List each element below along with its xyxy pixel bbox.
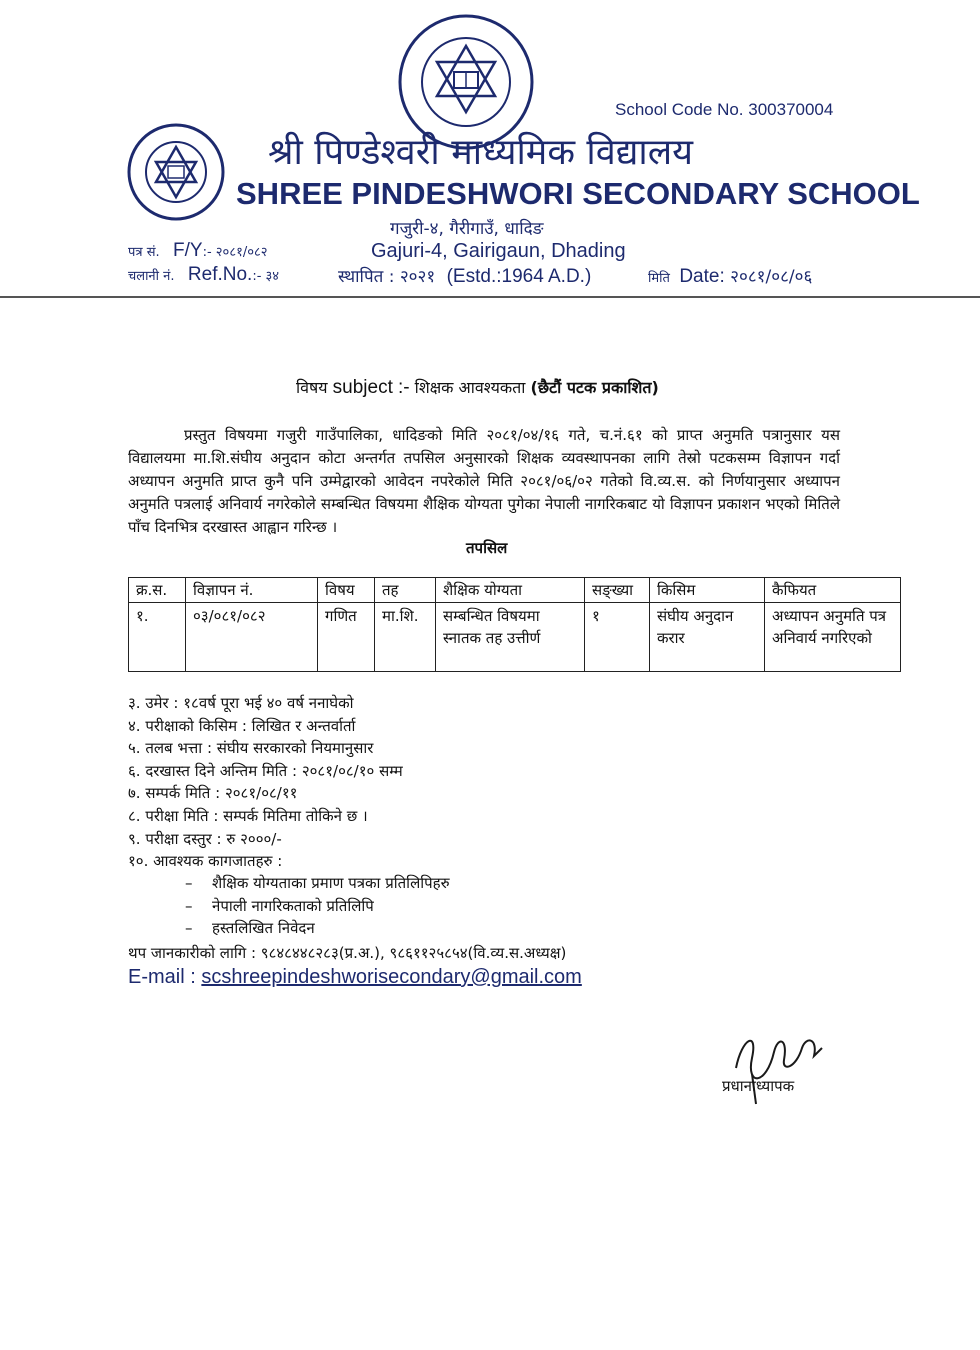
col-remarks: कैफियत — [765, 578, 901, 603]
subject-line: विषय subject :- शिक्षक आवश्यकता (छैटौं पटक प्रकाशित) — [296, 377, 659, 398]
vacancy-table — [128, 577, 901, 672]
col-type: किसिम — [650, 578, 765, 603]
school-seal-left — [126, 122, 226, 222]
address-nepali: गजुरी-४, गैरीगाउँ, धादिङ — [390, 219, 544, 239]
email-line — [128, 966, 582, 989]
list-item: – नेपाली नागरिकताको प्रतिलिपि — [185, 896, 374, 915]
school-code: School Code No. 300370004 — [615, 100, 834, 119]
condition-age: ३. उमेर : १८वर्ष पूरा भई ४० वर्ष ननाघेको — [128, 694, 354, 712]
email-link[interactable]: scshreepindeshworisecondary@gmail.com — [201, 966, 582, 988]
school-name-nepali: श्री पिण्डेश्वरी माध्यमिक विद्यालय — [268, 132, 694, 173]
address-english: Gajuri-4, Gairigaun, Dhading — [371, 240, 626, 262]
cell-level: मा.शि. — [375, 603, 436, 672]
fiscal-year: पत्र सं. F/Y:- २०८१/०८२ — [128, 240, 268, 261]
col-qualification: शैक्षिक योग्यता — [436, 578, 585, 603]
header-divider — [0, 296, 980, 298]
list-item: – हस्तलिखित निवेदन — [185, 919, 315, 937]
reference-number: चलानी नं. Ref.No.:- ३४ — [128, 264, 280, 285]
cell-subject: गणित — [318, 603, 375, 672]
col-serial: क्र.स. — [129, 578, 186, 603]
col-ad-number: विज्ञापन नं. — [186, 578, 318, 603]
documents-list — [185, 872, 450, 940]
list-item: – शैक्षिक योग्यताका प्रमाण पत्रका प्रतिलिपिहरु — [185, 874, 450, 892]
signature-title: प्रधानाध्यापक — [722, 1077, 795, 1095]
condition-salary: ५. तलब भत्ता : संघीय सरकारको नियमानुसार — [128, 739, 374, 758]
body-paragraph: प्रस्तुत विषयमा गजुरी गाउँपालिका, धादिङको मिति २०८१/०४/१६ गते, च.नं.६१ को प्राप्त अनुमति पत्रानुसार यस विद्यालयमा मा.शि.संघीय अनुदान कोटा अन्तर्गत तपसिल अनुसारको शिक्षक व्यवस्थापनका लागि तेस्रो पटकसम्म विज्ञापन गर्दा अध्यापन अनुमति प्राप्त कुनै पनि उम्मेद्वारको आवेदन नपरेकोले मिति २०८१/०६/०२ गतेको वि.व्य.स. को निर्णयानुसार अध्यापन अनुमति पत्रलाई अनिवार्य नगरेकोले सम्बन्धित विषयमा शैक्षिक योग्यता पुगेका नेपाली नागरिकबाट यो विज्ञापन प्रकाशन भएको मितिले पाँच दिनभित्र दरखास्त आह्वान गरिन्छ । — [128, 426, 840, 536]
col-level: तह — [375, 578, 436, 603]
conditions-list — [128, 692, 403, 873]
details-heading: तपसिल — [466, 539, 508, 557]
cell-qualification: सम्बन्धित विषयमा स्नातक तह उत्तीर्ण — [436, 603, 585, 672]
col-count: सङ्ख्या — [585, 578, 650, 603]
condition-exam-fee: ९. परीक्षा दस्तुर : रु २०००/- — [128, 829, 282, 848]
condition-contact-date: ७. सम्पर्क मिति : २०८१/०८/११ — [128, 784, 298, 803]
cell-count: १ — [585, 603, 650, 672]
cell-serial: १. — [129, 603, 186, 672]
letter-date: मिति Date: २०८१/०८/०६ — [648, 266, 813, 287]
email-label: E-mail : — [128, 966, 196, 988]
school-name-english: SHREE PINDESHWORI SECONDARY SCHOOL — [236, 176, 920, 211]
cell-ad-number: ०३/०८१/०८२ — [186, 603, 318, 672]
condition-deadline: ६. दरखास्त दिने अन्तिम मिति : २०८१/०८/१० सम्म — [128, 761, 403, 780]
condition-documents: १०. आवश्यक कागजातहरु : — [128, 852, 283, 871]
condition-exam-type: ४. परीक्षाको किसिम : लिखित र अन्तर्वार्ता — [128, 716, 356, 735]
col-subject: विषय — [318, 578, 375, 603]
established-year: स्थापित : २०२१ (Estd.:1964 A.D.) — [338, 266, 592, 287]
contact-line: थप जानकारीको लागि : ९८४८४४८२८३(प्र.अ.), ९८६११२५८५४(वि.व्य.स.अध्यक्ष) — [128, 944, 567, 962]
table-header-row — [129, 578, 901, 603]
condition-exam-date: ८. परीक्षा मिति : सम्पर्क मितिमा तोकिने छ । — [128, 806, 368, 825]
cell-type: संघीय अनुदान करार — [650, 603, 765, 672]
cell-remarks: अध्यापन अनुमति पत्र अनिवार्य नगरिएको — [765, 603, 901, 672]
table-row — [129, 603, 901, 672]
